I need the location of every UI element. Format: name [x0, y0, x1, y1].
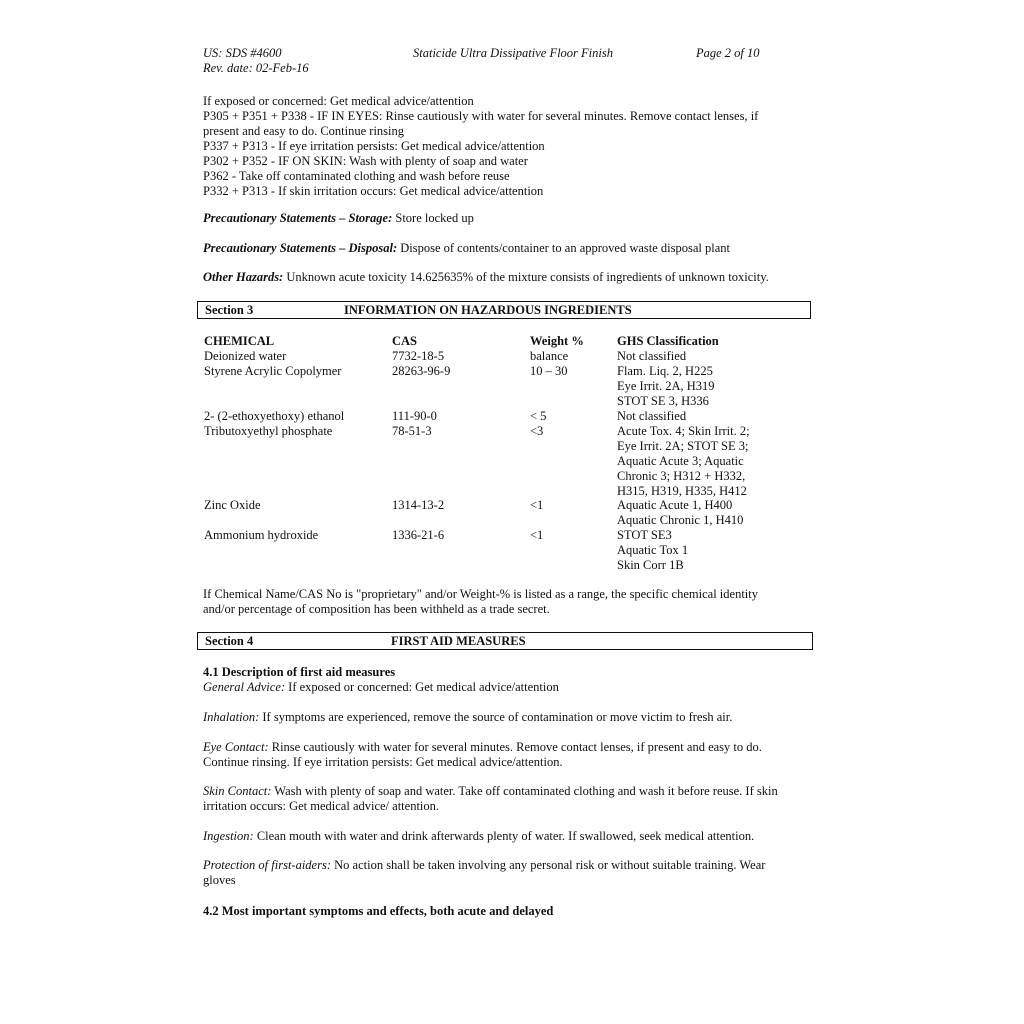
storage-label: Precautionary Statements – Storage: — [203, 211, 393, 225]
cell-ghs — [617, 349, 686, 364]
other-hazards — [203, 270, 769, 285]
text-line: P337 + P313 - If eye irritation persists: Get medical advice/attention — [203, 139, 545, 153]
storage-statement — [203, 211, 474, 226]
product-name: Staticide Ultra Dissipative Floor Finish — [413, 46, 613, 60]
skin-contact-text: Wash with plenty of soap and water. Take off contaminated clothing and wash it before reuse. If skin — [271, 784, 778, 798]
cell-ghs — [617, 364, 715, 409]
cell-weight: balance — [530, 349, 569, 363]
subsection-heading: 4.1 Description of first aid measures — [203, 665, 396, 679]
ghs-line: Acute Tox. 4; Skin Irrit. 2; — [617, 424, 750, 438]
cell-weight: <1 — [530, 528, 544, 542]
revision-date: Rev. date: 02-Feb-16 — [203, 61, 309, 75]
cell-cas: 7732-18-5 — [392, 349, 445, 363]
ghs-line: Eye Irrit. 2A, H319 — [617, 379, 715, 393]
cell-chemical: 2- (2-ethoxyethoxy) ethanol — [204, 409, 345, 423]
cell-cas: 111-90-0 — [392, 409, 437, 423]
cell-cas: 28263-96-9 — [392, 364, 451, 378]
cell-chemical: Zinc Oxide — [204, 498, 261, 512]
cell-chemical: Ammonium hydroxide — [204, 528, 319, 542]
general-advice-label: General Advice: — [203, 680, 286, 694]
section-3-header — [197, 301, 811, 319]
subsection-heading: 4.2 Most important symptoms and effects, both acute and delayed — [203, 904, 554, 918]
inhalation-label: Inhalation: — [203, 710, 260, 724]
ghs-line: Not classified — [617, 349, 687, 363]
text-line: P332 + P313 - If skin irritation occurs: Get medical advice/attention — [203, 184, 544, 198]
cell-weight: <1 — [530, 498, 544, 512]
page-number: Page 2 of 10 — [696, 46, 760, 60]
disposal-text: Dispose of contents/container to an approved waste disposal plant — [397, 241, 731, 255]
disposal-label: Precautionary Statements – Disposal: — [203, 241, 398, 255]
ghs-line: Aquatic Chronic 1, H410 — [617, 513, 744, 527]
inhalation-text: If symptoms are experienced, remove the source of contamination or move victim to fresh air. — [259, 710, 733, 724]
ingredients-table — [204, 334, 804, 574]
ghs-line: STOT SE 3, H336 — [617, 394, 709, 408]
text-line: present and easy to do. Continue rinsing — [203, 124, 405, 138]
cell-cas: 1314-13-2 — [392, 498, 445, 512]
ghs-line: Aquatic Acute 1, H400 — [617, 498, 733, 512]
text-line: P305 + P351 + P338 - IF IN EYES: Rinse cautiously with water for several minutes. Remove contact lenses, if — [203, 109, 759, 123]
disposal-statement — [203, 241, 730, 256]
protection-text: No action shall be taken involving any personal risk or without suitable training. Wear — [331, 858, 766, 872]
cell-chemical: Tributoxyethyl phosphate — [204, 424, 333, 438]
cell-chemical: Deionized water — [204, 349, 287, 363]
skin-contact — [203, 784, 778, 814]
eye-contact-text-cont: Continue rinsing. If eye irritation persists: Get medical advice/attention. — [203, 755, 563, 769]
cell-ghs — [617, 498, 743, 528]
protection-first-aiders — [203, 858, 765, 888]
column-header-chemical: CHEMICAL — [204, 334, 275, 348]
ghs-line: Chronic 3; H312 + H332, — [617, 469, 746, 483]
text-line: If exposed or concerned: Get medical advice/attention — [203, 94, 474, 108]
cell-ghs — [617, 409, 686, 424]
general-advice-text: If exposed or concerned: Get medical advice/attention — [285, 680, 559, 694]
text-line: and/or percentage of composition has been withheld as a trade secret. — [203, 602, 550, 616]
ghs-line: H315, H319, H335, H412 — [617, 484, 747, 498]
ghs-line: Not classified — [617, 409, 687, 423]
section-number: Section 3 — [205, 303, 254, 317]
column-header-weight: Weight % — [530, 334, 584, 348]
section-number: Section 4 — [205, 634, 254, 648]
doc-id: US: SDS #4600 — [203, 46, 282, 60]
trade-secret-note — [203, 587, 758, 617]
other-hazards-label: Other Hazards: — [203, 270, 284, 284]
general-advice — [203, 680, 559, 695]
eye-contact — [203, 740, 762, 770]
column-header-ghs: GHS Classification — [617, 334, 719, 348]
cell-weight: 10 – 30 — [530, 364, 568, 378]
eye-contact-text: Rinse cautiously with water for several minutes. Remove contact lenses, if present and easy to do. — [268, 740, 762, 754]
skin-contact-text-cont: irritation occurs: Get medical advice/ attention. — [203, 799, 440, 813]
ghs-line: Aquatic Tox 1 — [617, 543, 689, 557]
text-line: P302 + P352 - IF ON SKIN: Wash with plenty of soap and water — [203, 154, 528, 168]
ingestion — [203, 829, 754, 844]
ghs-line: Aquatic Acute 3; Aquatic — [617, 454, 744, 468]
cell-weight: <3 — [530, 424, 544, 438]
protection-label: Protection of first-aiders: — [203, 858, 331, 872]
section-title: INFORMATION ON HAZARDOUS INGREDIENTS — [344, 303, 632, 317]
precautionary-response — [203, 94, 758, 199]
section-title: FIRST AID MEASURES — [391, 634, 526, 648]
cell-chemical: Styrene Acrylic Copolymer — [204, 364, 342, 378]
cell-cas: 78-51-3 — [392, 424, 432, 438]
inhalation — [203, 710, 732, 725]
protection-text-cont: gloves — [203, 873, 236, 887]
cell-cas: 1336-21-6 — [392, 528, 445, 542]
text-line: If Chemical Name/CAS No is "proprietary" and/or Weight-% is listed as a range, the specific chemical identity — [203, 587, 758, 601]
ghs-line: Flam. Liq. 2, H225 — [617, 364, 713, 378]
cell-ghs — [617, 424, 750, 499]
skin-contact-label: Skin Contact: — [203, 784, 272, 798]
other-hazards-text: Unknown acute toxicity 14.625635% of the mixture consists of ingredients of unknown toxicity. — [283, 270, 769, 284]
eye-contact-label: Eye Contact: — [203, 740, 269, 754]
ingestion-label: Ingestion: — [203, 829, 254, 843]
column-header-cas: CAS — [392, 334, 418, 348]
cell-ghs — [617, 528, 688, 573]
storage-text: Store locked up — [392, 211, 474, 225]
section-4-header — [197, 632, 813, 650]
text-line: P362 - Take off contaminated clothing and wash before reuse — [203, 169, 510, 183]
ghs-line: Eye Irrit. 2A; STOT SE 3; — [617, 439, 749, 453]
ghs-line: Skin Corr 1B — [617, 558, 684, 572]
ingestion-text: Clean mouth with water and drink afterwards plenty of water. If swallowed, seek medical attention. — [253, 829, 755, 843]
ghs-line: STOT SE3 — [617, 528, 672, 542]
cell-weight: < 5 — [530, 409, 547, 423]
